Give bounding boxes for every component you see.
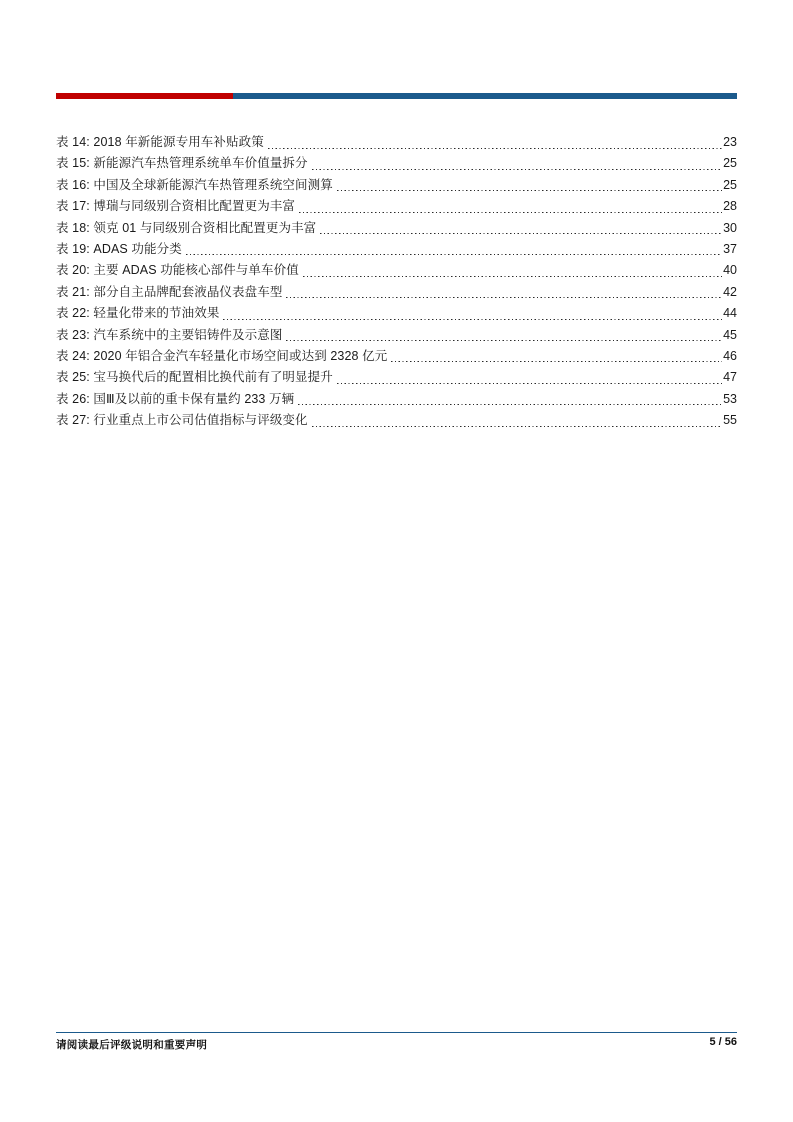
header-rule-blue-segment [233, 93, 737, 99]
header-rule-red-segment [56, 93, 233, 99]
toc-entry-page: 25 [723, 177, 737, 192]
toc-entry[interactable] [56, 153, 737, 174]
toc-entry-page: 37 [723, 241, 737, 256]
toc-entry-label: 表 26: 国Ⅲ及以前的重卡保有量约 233 万辆 [56, 391, 295, 406]
toc-entry-page: 46 [723, 348, 737, 363]
dot-leader [268, 132, 722, 153]
toc-entry[interactable] [56, 389, 737, 410]
toc-entry[interactable] [56, 346, 737, 367]
toc-entry[interactable] [56, 325, 737, 346]
dot-leader [337, 175, 722, 196]
toc-entry-label: 表 27: 行业重点上市公司估值指标与评级变化 [56, 413, 308, 428]
toc-entry-page: 23 [723, 135, 737, 149]
toc-entry-page: 45 [723, 327, 737, 342]
dot-leader [312, 410, 722, 431]
toc-entry-label: 表 14: 2018 年新能源专用车补贴政策 [56, 135, 264, 149]
toc-entry-label: 表 22: 轻量化带来的节油效果 [56, 306, 220, 321]
toc-entry-page: 53 [723, 391, 737, 406]
toc-entry[interactable] [56, 303, 737, 324]
dot-leader [286, 282, 722, 303]
toc-entry-label: 表 25: 宝马换代后的配置相比换代前有了明显提升 [56, 370, 333, 385]
toc-entry-page: 30 [723, 220, 737, 235]
dot-leader [223, 303, 722, 324]
dot-leader [299, 196, 722, 217]
toc-entry-label: 表 21: 部分自主品牌配套液晶仪表盘车型 [56, 284, 283, 299]
toc-entry-page: 25 [723, 156, 737, 171]
dot-leader [312, 153, 722, 174]
dot-leader [320, 218, 722, 239]
footer-disclaimer: 请阅读最后评级说明和重要声明 [56, 1039, 208, 1051]
toc-entry-page: 42 [723, 284, 737, 299]
toc-entry-page: 47 [723, 370, 737, 385]
toc-entry-page: 55 [723, 413, 737, 428]
toc-entry-page: 40 [723, 263, 737, 278]
toc-entry-page: 44 [723, 306, 737, 321]
footer-rule [56, 1032, 737, 1033]
toc-entry[interactable] [56, 196, 737, 217]
toc-entry-label: 表 18: 领克 01 与同级别合资相比配置更为丰富 [56, 220, 317, 235]
toc-entry[interactable] [56, 218, 737, 239]
toc-entry-label: 表 24: 2020 年铝合金汽车轻量化市场空间或达到 2328 亿元 [56, 348, 388, 363]
header-rule [56, 93, 737, 99]
toc-entry[interactable] [56, 367, 737, 388]
dot-leader [391, 346, 722, 367]
toc-entry-page: 28 [723, 199, 737, 214]
dot-leader [298, 389, 722, 410]
toc-entry-label: 表 23: 汽车系统中的主要铝铸件及示意图 [56, 327, 283, 342]
toc-entry-label: 表 19: ADAS 功能分类 [56, 241, 182, 256]
dot-leader [186, 239, 722, 260]
dot-leader [286, 325, 722, 346]
toc-entry[interactable] [56, 260, 737, 281]
dot-leader [303, 260, 722, 281]
footer-page-number: 5 / 56 [709, 1036, 737, 1048]
toc-entry-label: 表 20: 主要 ADAS 功能核心部件与单车价值 [56, 263, 299, 278]
toc-entry[interactable] [56, 282, 737, 303]
toc-entry[interactable] [56, 239, 737, 260]
toc-list [56, 132, 737, 431]
dot-leader [337, 367, 722, 388]
toc-entry[interactable] [56, 132, 737, 153]
toc-entry-label: 表 16: 中国及全球新能源汽车热管理系统空间测算 [56, 177, 333, 192]
toc-entry-label: 表 17: 博瑞与同级别合资相比配置更为丰富 [56, 199, 296, 214]
toc-entry[interactable] [56, 175, 737, 196]
toc-entry-label: 表 15: 新能源汽车热管理系统单车价值量拆分 [56, 156, 308, 171]
toc-entry[interactable] [56, 410, 737, 431]
